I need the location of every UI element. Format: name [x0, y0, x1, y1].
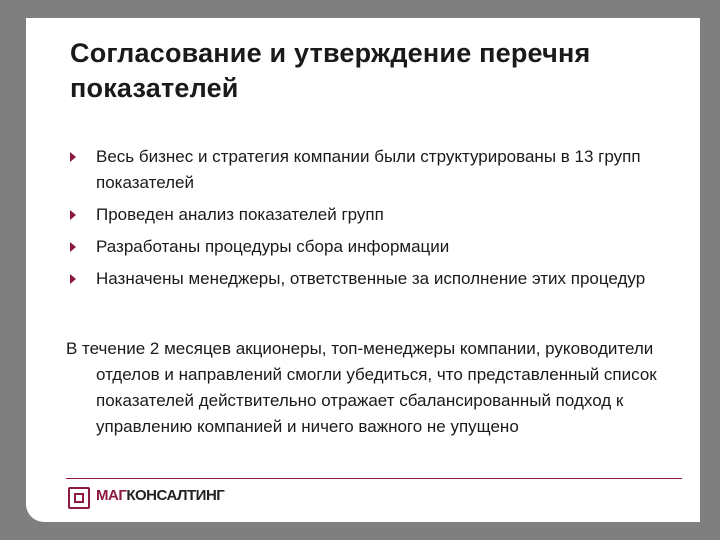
logo-name-part2: КОНСАЛТИНГ [126, 487, 225, 504]
background-right-strip [700, 0, 720, 540]
bullet-item [66, 266, 686, 292]
bullet-text: Проведен анализ показателей групп [96, 205, 384, 224]
bullet-arrow-icon [70, 274, 76, 284]
logo-name-part1: МАГ [96, 487, 127, 504]
logo-name [96, 487, 224, 504]
bullet-arrow-icon [70, 152, 76, 162]
bullet-list [66, 144, 686, 298]
bullet-text: Назначены менеджеры, ответственные за исполнение этих процедур [96, 269, 646, 288]
bullet-item [66, 144, 686, 196]
summary-paragraph: В течение 2 месяцев акционеры, топ-менеджеры компании, руководители отделов и направлений смогли убедиться, что представленный список показателей действительно отражает сбалансированный подход к управлению компанией и ничего важного не упущено [66, 339, 657, 436]
bullet-item [66, 234, 686, 260]
logo-mark-icon [68, 487, 90, 509]
bullet-text: Весь бизнес и стратегия компании были структурированы в 13 групп показателей [96, 147, 641, 192]
company-logo [66, 485, 246, 515]
bullet-arrow-icon [70, 242, 76, 252]
slide-title: Согласование и утверждение перечня показателей [70, 38, 591, 103]
slide [26, 18, 700, 522]
footer-divider [66, 478, 682, 479]
bullet-arrow-icon [70, 210, 76, 220]
bullet-item [66, 202, 686, 228]
bullet-text: Разработаны процедуры сбора информации [96, 237, 450, 256]
